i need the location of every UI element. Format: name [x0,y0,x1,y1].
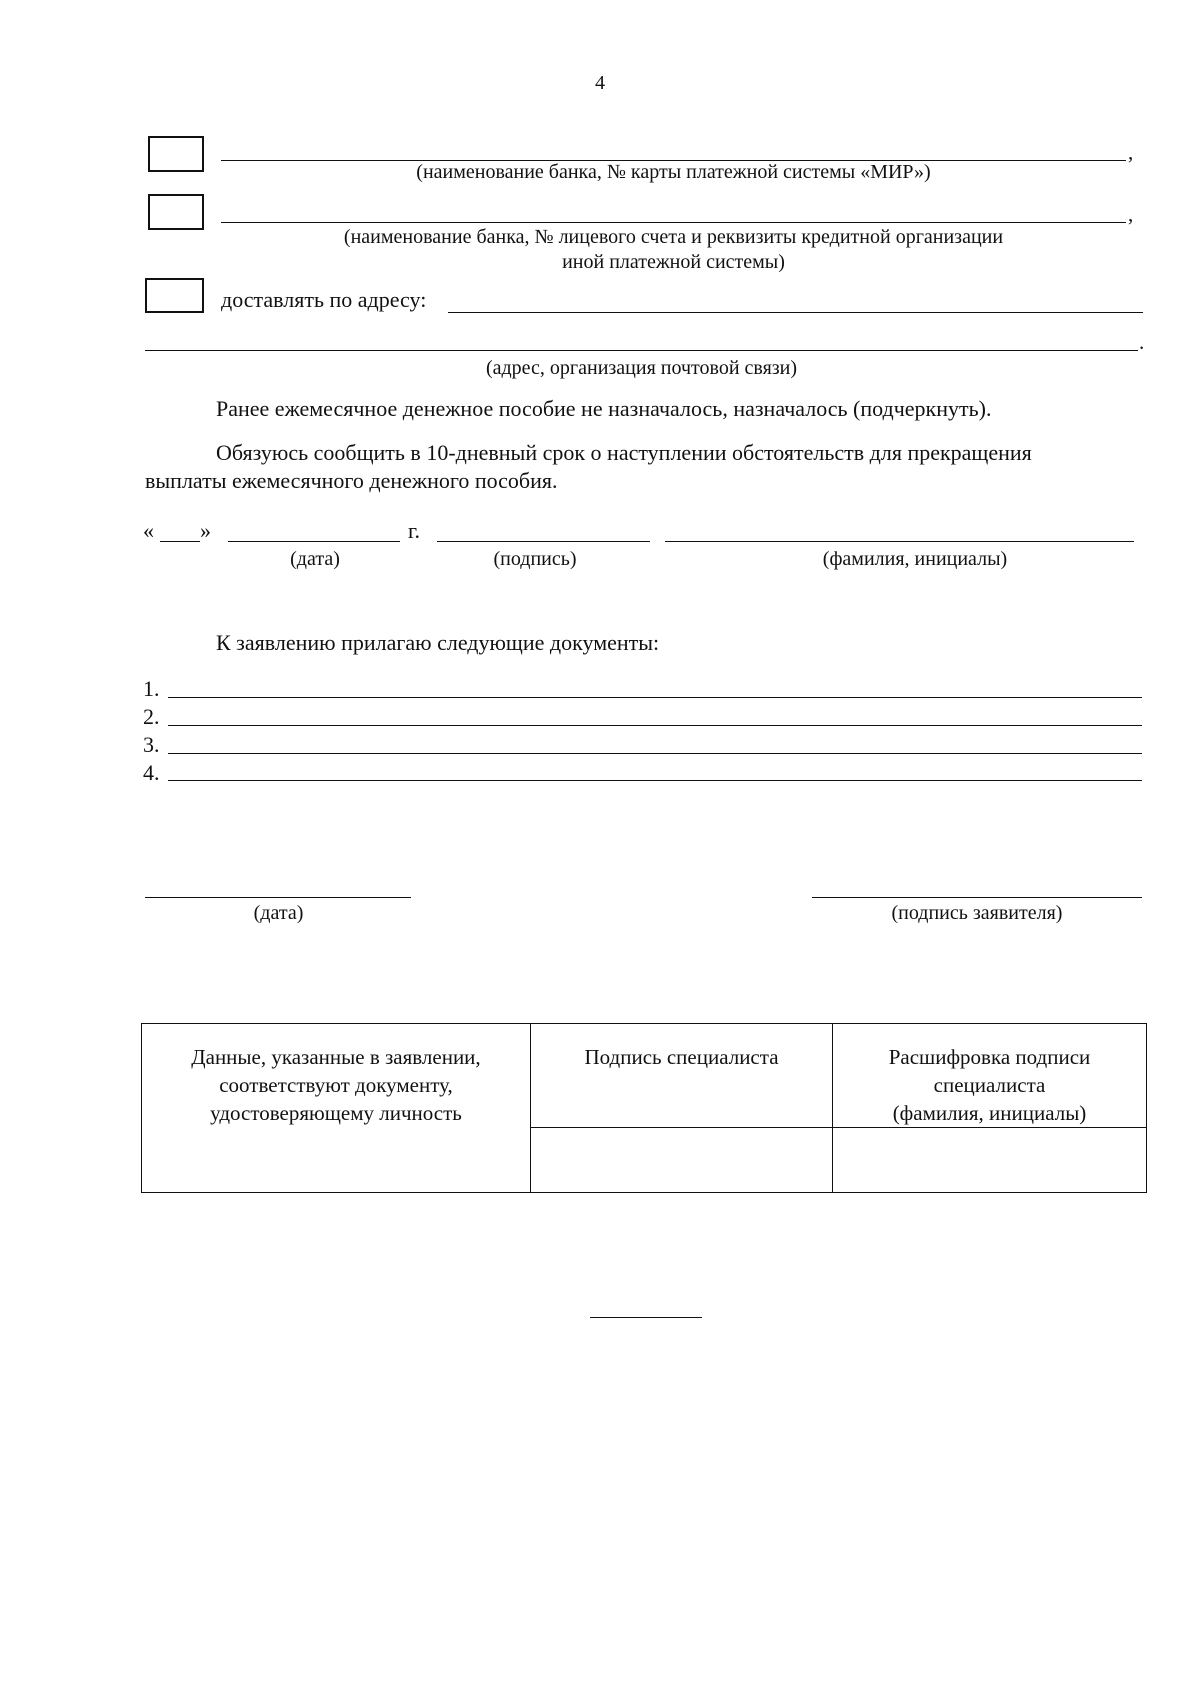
specialist-signature-field[interactable] [531,1128,833,1193]
name-input-line[interactable] [665,541,1134,542]
postal-address-period: . [1139,330,1145,354]
attachment-input-line-4[interactable] [168,780,1142,781]
bank-account-caption-line2: иной платежной системы) [562,251,785,273]
applicant-signature-input-line[interactable] [812,897,1142,898]
attachment-input-line-2[interactable] [168,725,1142,726]
specialist-signature-label: Подпись специалиста [584,1045,779,1069]
attachment-number-1: 1. [143,676,160,701]
attachment-input-line-3[interactable] [168,753,1142,754]
verification-data-line1: Данные, указанные в заявлении, [191,1045,481,1069]
statement-prior: Ранее ежемесячное денежное пособие не назначалось, назначалось (подчеркнуть). [216,396,992,421]
statement-obligation-line2: выплаты ежемесячного денежного пособия. [145,468,558,493]
specialist-name-line1: Расшифровка подписи [888,1045,1091,1069]
final-date-input-line[interactable] [145,897,411,898]
applicant-signature-caption: (подпись заявителя) [891,902,1063,924]
postal-address-input-line[interactable] [448,312,1143,313]
mir-card-caption: (наименование банка, № карты платежной системы «МИР») [416,161,931,183]
close-quote: » [200,518,211,543]
specialist-name-line3: (фамилия, инициалы) [892,1101,1087,1125]
statement-obligation-line1: Обязуюсь сообщить в 10-дневный срок о наступлении обстоятельств для прекращения [216,440,1032,465]
attachments-heading: К заявлению прилагаю следующие документы: [216,630,660,655]
page-number: 4 [595,72,605,94]
verification-data-line2: соответствуют документу, [219,1073,453,1097]
postal-delivery-checkbox[interactable] [145,278,204,313]
verification-data-line3: удостоверяющему личность [210,1101,462,1125]
postal-address-caption: (адрес, организация почтовой связи) [485,357,798,379]
bank-account-checkbox[interactable] [148,194,204,230]
final-date-caption: (дата) [253,902,304,924]
postal-address-input-line-2[interactable] [145,350,1138,351]
attachment-number-3: 3. [143,732,160,757]
specialist-name-line2: специалиста [933,1073,1046,1097]
mir-card-checkbox[interactable] [148,136,204,172]
open-quote: « [143,518,154,543]
year-suffix: г. [408,518,421,543]
closing-separator [590,1317,702,1318]
verification-table [141,1023,1147,1193]
specialist-name-header [833,1024,1147,1128]
name-caption: (фамилия, инициалы) [822,548,1008,570]
bank-account-caption-line1: (наименование банка, № лицевого счета и реквизиты кредитной организации [343,226,1004,248]
bank-account-comma: , [1128,202,1134,226]
specialist-name-field[interactable] [833,1128,1147,1193]
day-input-line[interactable] [160,541,200,542]
postal-delivery-label: доставлять по адресу: [221,287,427,312]
attachment-input-line-1[interactable] [168,697,1142,698]
date-caption: (дата) [290,548,340,570]
attachment-number-2: 2. [143,704,160,729]
signature-input-line[interactable] [437,541,650,542]
verification-data-cell [142,1024,531,1193]
specialist-signature-header [531,1024,833,1128]
mir-card-comma: , [1128,140,1134,164]
signature-caption: (подпись) [493,548,577,570]
month-input-line[interactable] [228,541,400,542]
attachment-number-4: 4. [143,760,160,785]
bank-account-input-line[interactable] [221,222,1126,223]
